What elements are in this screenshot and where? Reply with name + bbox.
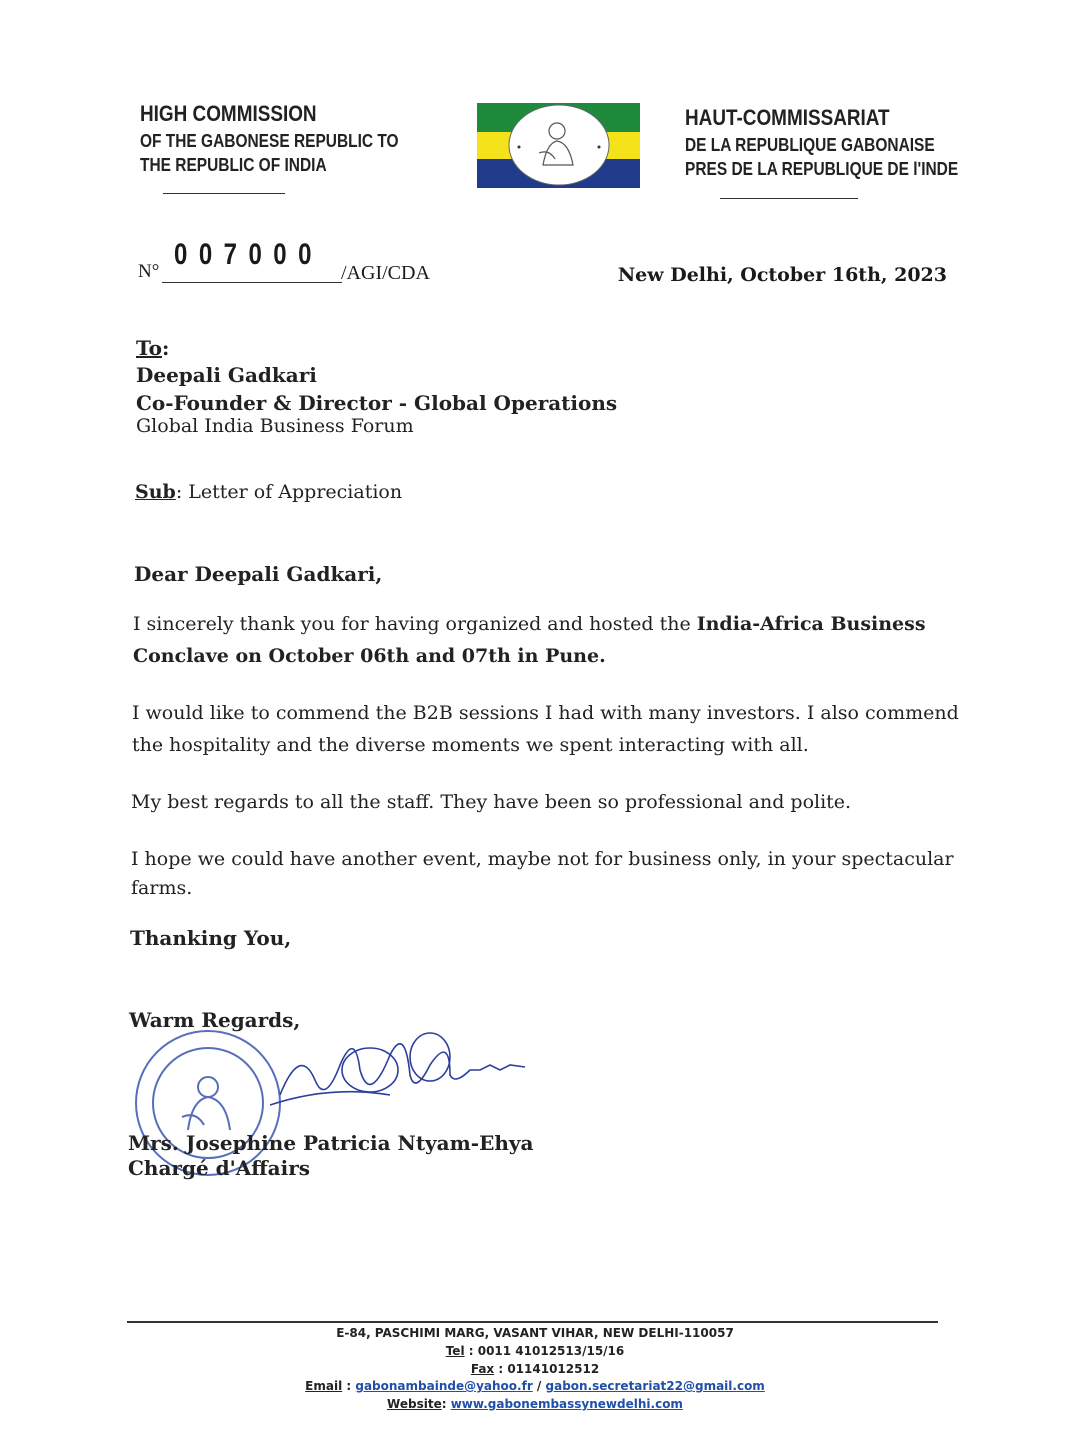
header-right-divider xyxy=(720,198,858,199)
subject-label: Sub xyxy=(135,481,176,503)
closing-regards: Warm Regards, xyxy=(129,1008,301,1032)
signatory-name: Mrs. Josephine Patricia Ntyam-Ehya xyxy=(128,1131,534,1155)
signatory-title: Chargé d'Affairs xyxy=(128,1156,311,1180)
tel-value: : 0011 41012513/15/16 xyxy=(464,1344,625,1358)
email-separator: / xyxy=(532,1379,546,1393)
recipient-name: Deepali Gadkari xyxy=(136,363,317,387)
paragraph-1-line-2: Conclave on October 06th and 07th in Pune. xyxy=(133,645,606,667)
to-label-text: To xyxy=(136,336,162,360)
header-right-line3: PRES DE LA REPUBLIQUE DE l'INDE xyxy=(685,159,959,179)
footer-website: Website: www.gabonembassynewdelhi.com xyxy=(387,1397,683,1411)
recipient-title: Co-Founder & Director - Global Operations xyxy=(136,391,618,415)
paragraph-2-line-1: I would like to commend the B2B sessions I had with many investors. I also commend xyxy=(132,702,959,724)
p1-bold: India-Africa Business xyxy=(696,613,926,635)
paragraph-1-line-1 xyxy=(133,613,926,635)
p1-plain: I sincerely thank you for having organized and hosted the xyxy=(133,613,697,635)
footer-address: E-84, PASCHIMI MARG, VASANT VIHAR, NEW DELHI-110057 xyxy=(336,1326,734,1340)
website-label: Website xyxy=(387,1397,442,1411)
tel-label: Tel xyxy=(445,1344,465,1358)
recipient-organization: Global India Business Forum xyxy=(136,415,414,437)
to-label: To: xyxy=(136,336,170,360)
header-left-title: HIGH COMMISSION xyxy=(140,101,317,126)
paragraph-4-line-2: farms. xyxy=(131,877,193,899)
email-link-2[interactable]: gabon.secretariat22@gmail.com xyxy=(545,1379,765,1393)
fax-value: : 01141012512 xyxy=(494,1362,600,1376)
header-right-title: HAUT-COMMISSARIAT xyxy=(685,105,890,130)
fax-label: Fax xyxy=(470,1362,495,1376)
subject-text: : Letter of Appreciation xyxy=(175,481,403,503)
gabon-flag-emblem xyxy=(477,103,640,188)
reference-number: 0 0 7 0 0 0 xyxy=(174,238,314,271)
paragraph-4-line-1: I hope we could have another event, maybe not for business only, in your spectacular xyxy=(131,848,954,870)
website-link[interactable]: www.gabonembassynewdelhi.com xyxy=(450,1397,683,1411)
header-left-divider xyxy=(163,193,285,194)
closing-thanks: Thanking You, xyxy=(130,926,292,950)
reference-prefix: N° xyxy=(138,261,160,282)
paragraph-2-line-2: the hospitality and the diverse moments we spent interacting with all. xyxy=(132,734,809,756)
footer-divider xyxy=(127,1321,938,1323)
paragraph-3: My best regards to all the staff. They have been so professional and polite. xyxy=(131,791,852,813)
header-left-line3: THE REPUBLIC OF INDIA xyxy=(140,155,327,175)
letter-date: New Delhi, October 16th, 2023 xyxy=(617,264,947,286)
reference-suffix: /AGI/CDA xyxy=(341,262,430,284)
email-label: Email xyxy=(305,1379,343,1393)
email-link-1[interactable]: gabonambainde@yahoo.fr xyxy=(355,1379,533,1393)
reference-underline xyxy=(162,282,342,283)
header-left-line2: OF THE GABONESE REPUBLIC TO xyxy=(140,131,399,151)
salutation: Dear Deepali Gadkari, xyxy=(134,562,383,586)
header-right-line2: DE LA REPUBLIQUE GABONAISE xyxy=(685,135,935,155)
footer-email: Email : gabonambainde@yahoo.fr / gabon.secretariat22@gmail.com xyxy=(305,1379,765,1393)
subject-line xyxy=(135,481,402,503)
footer-tel xyxy=(0,1344,1070,1358)
footer-fax xyxy=(0,1362,1070,1376)
